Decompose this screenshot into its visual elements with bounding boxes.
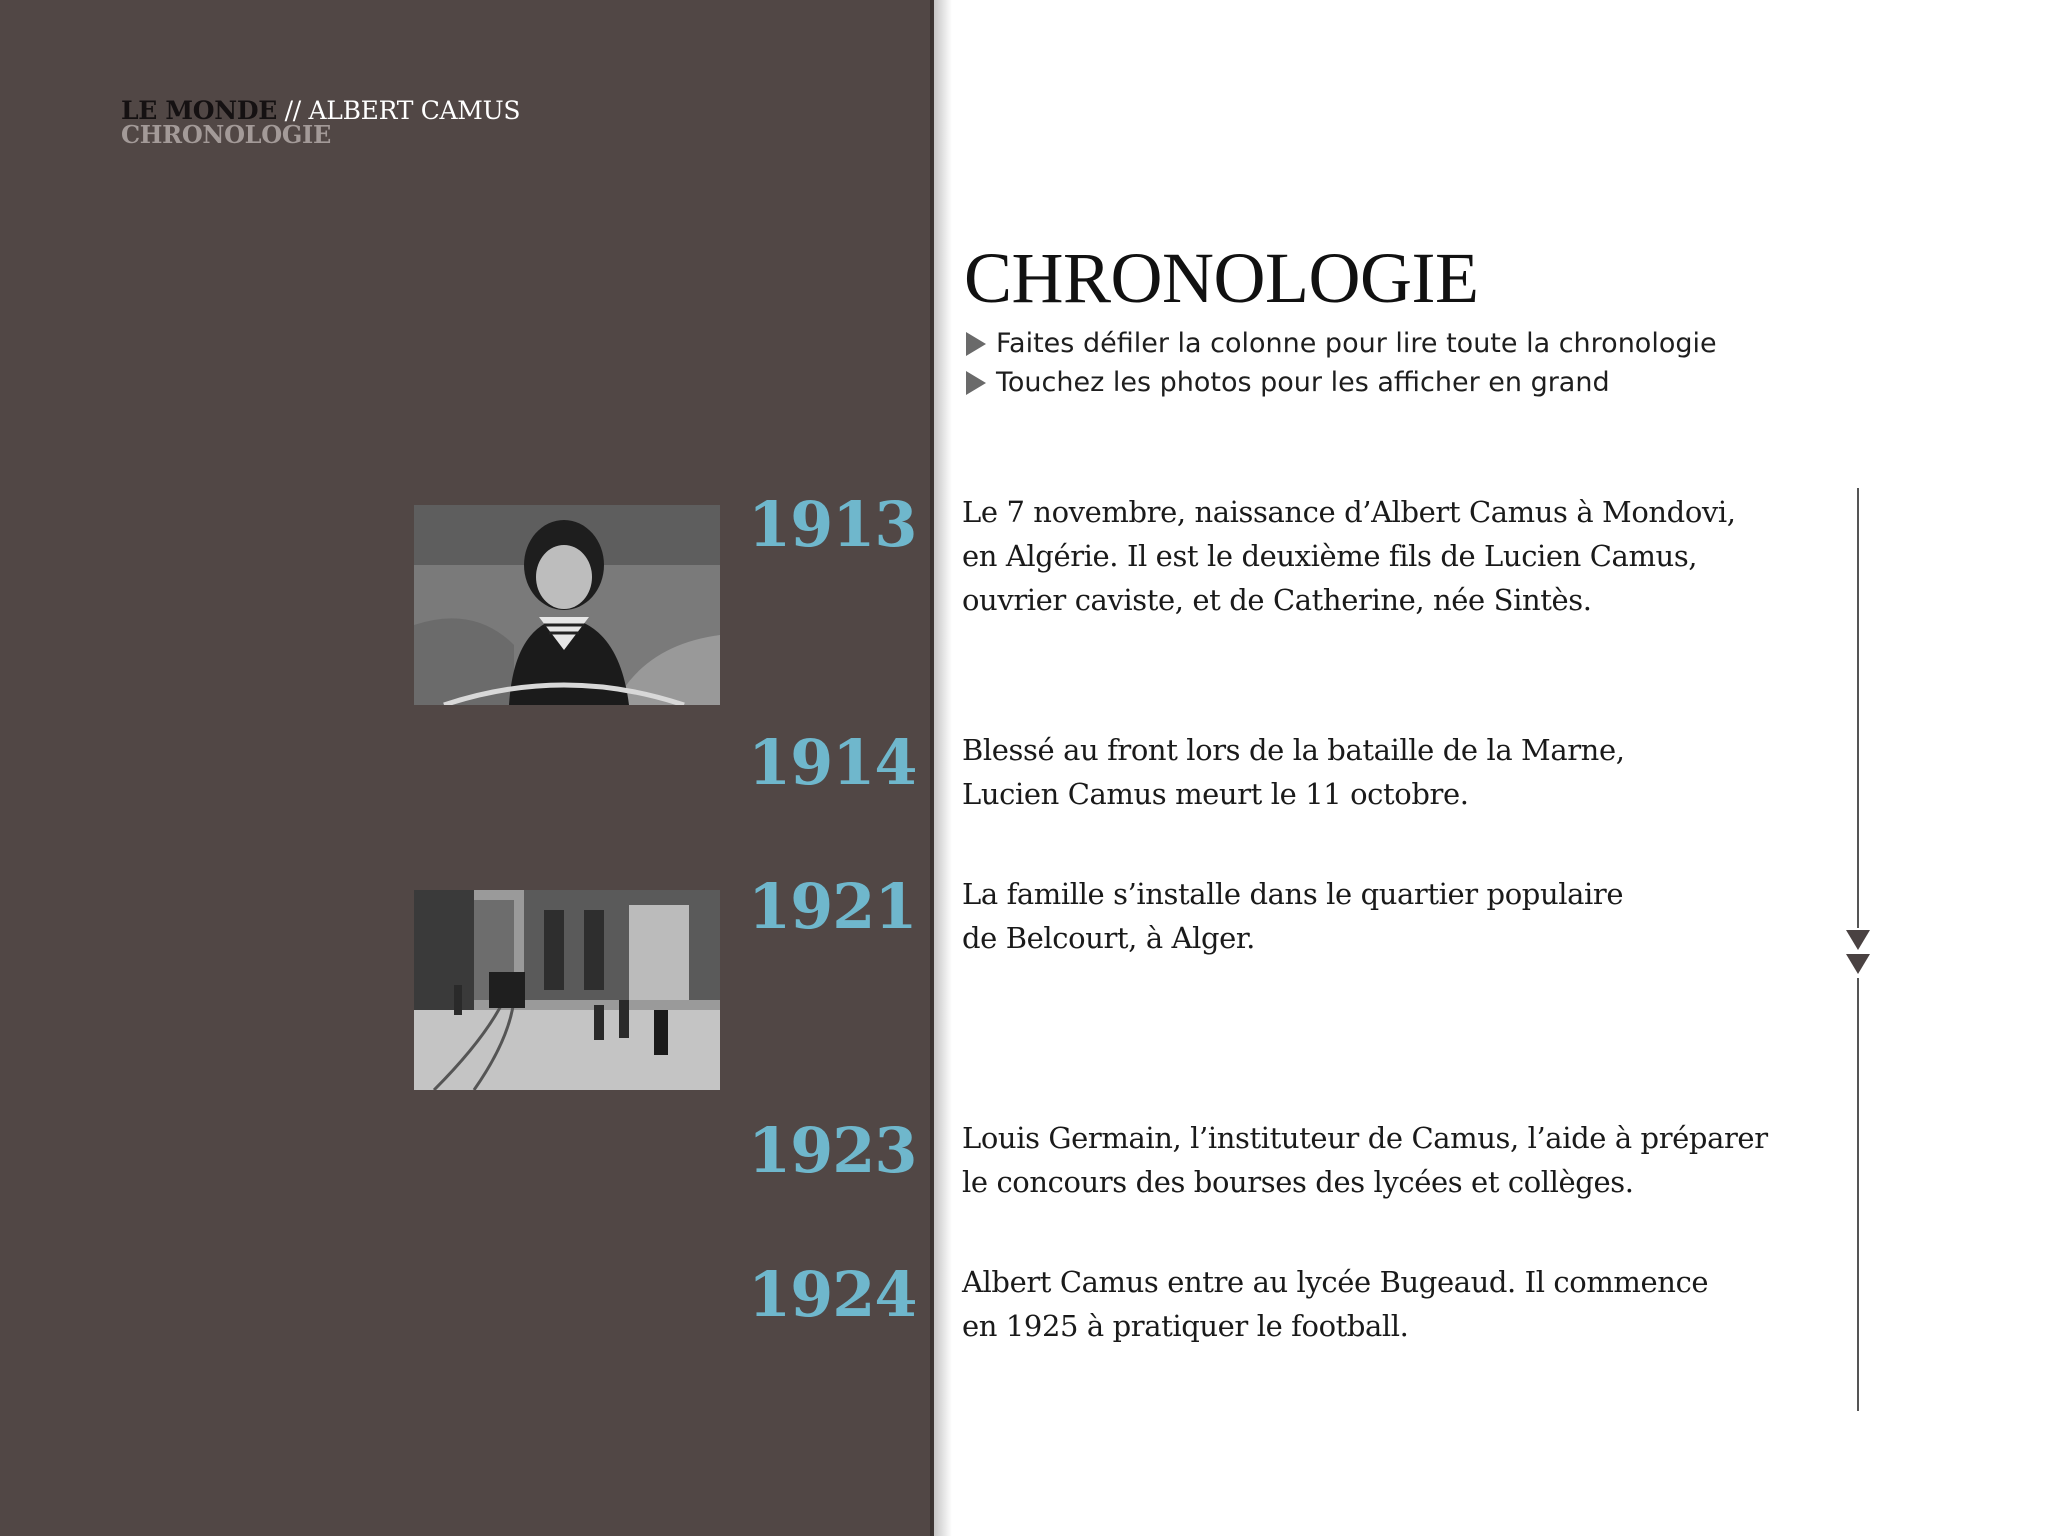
play-arrow-icon	[966, 332, 986, 356]
event-line: en 1925 à pratiquer le football.	[962, 1309, 1409, 1343]
event-line: Lucien Camus meurt le 11 octobre.	[962, 777, 1469, 811]
panel-shadow	[930, 0, 952, 1536]
event-line: de Belcourt, à Alger.	[962, 921, 1255, 955]
photo-camus-child-image	[414, 505, 720, 705]
year-1924: 1924	[748, 1258, 917, 1331]
breadcrumb-separator: //	[276, 96, 309, 125]
year-1921: 1921	[748, 870, 917, 943]
event-line: en Algérie. Il est le deuxième fils de Lucien Camus,	[962, 539, 1698, 573]
photo-camus-child[interactable]	[414, 505, 720, 705]
event-line: Le 7 novembre, naissance d’Albert Camus à Mondovi,	[962, 495, 1736, 529]
event-line: Albert Camus entre au lycée Bugeaud. Il commence	[962, 1265, 1709, 1299]
page-title: CHRONOLOGIE	[964, 238, 1479, 318]
event-line: La famille s’installe dans le quartier populaire	[962, 877, 1624, 911]
hint-photos	[966, 366, 1610, 400]
scroll-down-icon[interactable]	[1846, 930, 1870, 950]
scroll-track[interactable]	[1857, 978, 1859, 1411]
breadcrumb-section: CHRONOLOGIE	[121, 120, 331, 149]
event-line: le concours des bourses des lycées et collèges.	[962, 1165, 1634, 1199]
event-1923	[962, 1116, 1802, 1204]
year-1923: 1923	[748, 1114, 917, 1187]
hint-photos-text: Touchez les photos pour les afficher en grand	[996, 367, 1610, 398]
scroll-track[interactable]	[1857, 488, 1859, 928]
year-1913: 1913	[748, 488, 917, 561]
event-1913	[962, 490, 1802, 622]
event-line: Blessé au front lors de la bataille de la Marne,	[962, 733, 1625, 767]
photo-belcourt-street-image	[414, 890, 720, 1090]
event-line: ouvrier caviste, et de Catherine, née Sintès.	[962, 583, 1592, 617]
year-1914: 1914	[748, 726, 917, 799]
brand-label[interactable]: LE MONDE	[121, 96, 277, 125]
play-arrow-icon	[966, 371, 986, 395]
event-1914	[962, 728, 1802, 816]
event-line: Louis Germain, l’instituteur de Camus, l’aide à préparer	[962, 1121, 1768, 1155]
scroll-down-icon[interactable]	[1846, 954, 1870, 974]
hint-scroll-text: Faites défiler la colonne pour lire toute la chronologie	[996, 328, 1717, 359]
hint-scroll	[966, 327, 1717, 361]
event-1921	[962, 872, 1802, 960]
photo-belcourt-street[interactable]	[414, 890, 720, 1090]
event-1924	[962, 1260, 1802, 1348]
breadcrumb-subject[interactable]: ALBERT CAMUS	[308, 96, 521, 125]
